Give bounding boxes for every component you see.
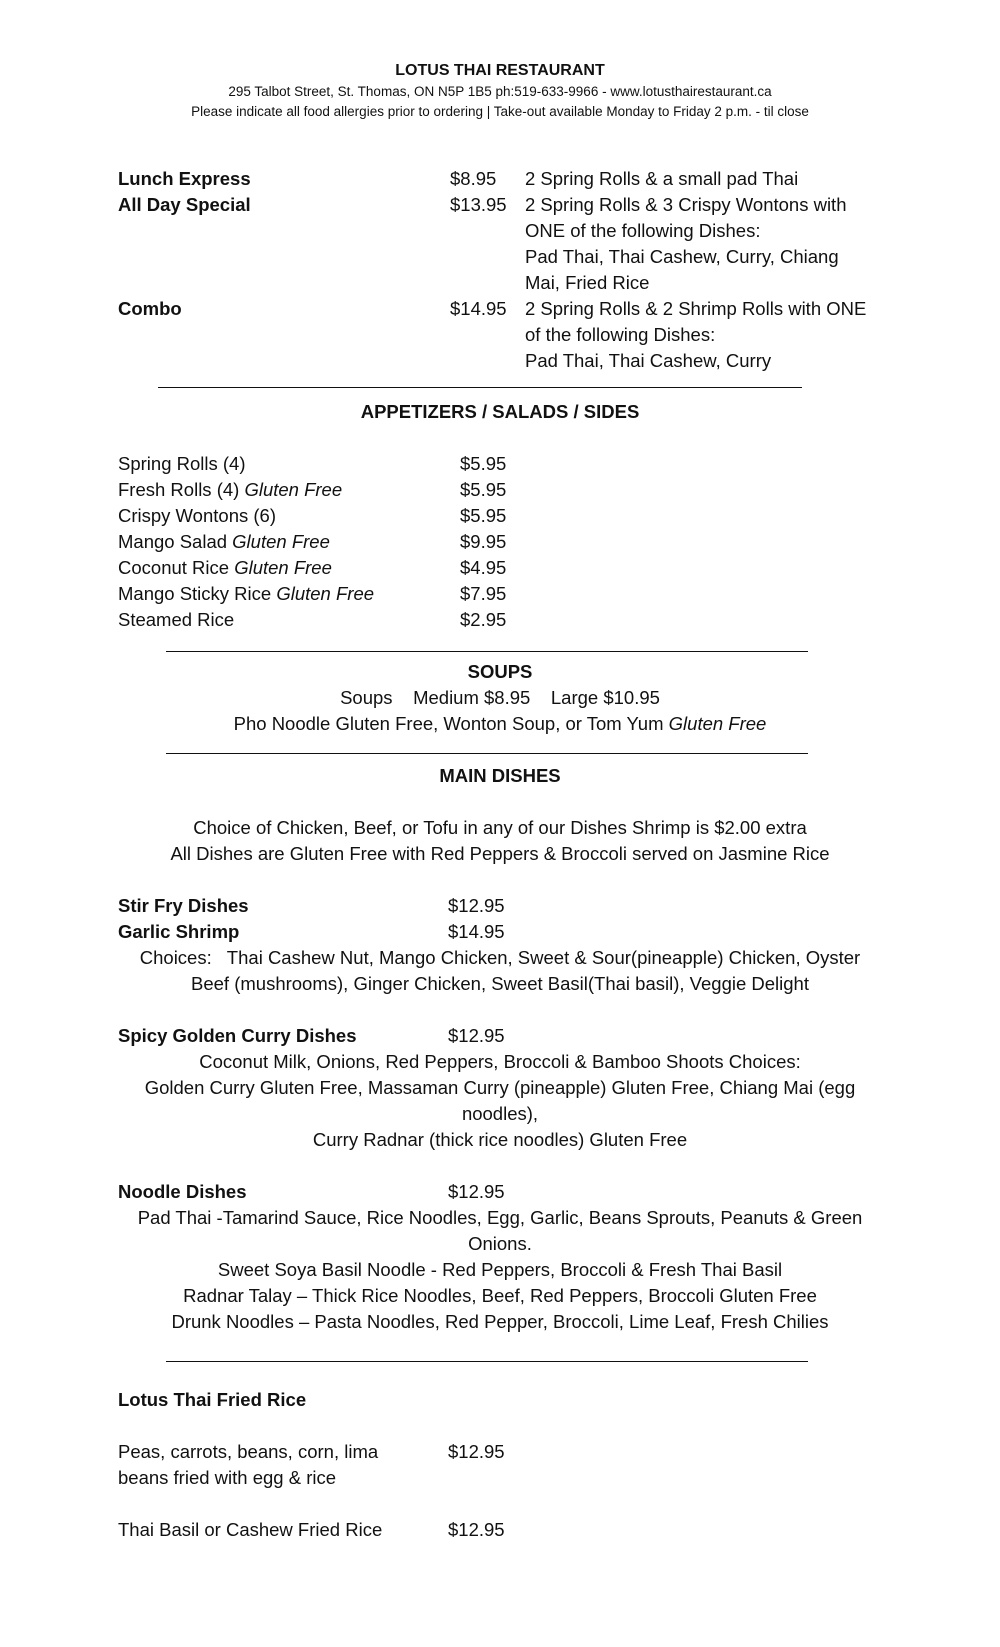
curry-description: Golden Curry Gluten Free, Massaman Curry (pineapple) Gluten Free, Chiang Mai (egg — [144, 1077, 856, 1098]
item-price: $5.95 — [460, 453, 507, 474]
fried-rice-item-desc — [118, 1439, 378, 1491]
divider — [166, 753, 808, 754]
description-line: ONE of the following Dishes: — [525, 220, 761, 241]
special-description — [525, 192, 885, 296]
noodle-description: Pad Thai -Tamarind Sauce, Rice Noodles, Egg, Garlic, Beans Sprouts, Peanuts & Green — [137, 1207, 863, 1228]
appetizers-heading: APPETIZERS / SALADS / SIDES — [360, 401, 640, 422]
main-intro-line: Choice of Chicken, Beef, or Tofu in any of our Dishes Shrimp is $2.00 extra — [193, 817, 807, 838]
item-name: Steamed Rice — [118, 609, 235, 630]
stir-fry-choices: Beef (mushrooms), Ginger Chicken, Sweet Basil(Thai basil), Veggie Delight — [191, 973, 809, 994]
item-name: Crispy Wontons (6) — [118, 505, 276, 526]
dish-name: Spicy Golden Curry Dishes — [118, 1025, 357, 1046]
special-description — [525, 296, 885, 374]
special-price: $8.95 — [450, 168, 497, 189]
dish-price: $14.95 — [448, 921, 505, 942]
item-price: $4.95 — [460, 557, 507, 578]
dish-price: $12.95 — [448, 1519, 505, 1540]
description-line: Pad Thai, Thai Cashew, Curry, Chiang — [525, 246, 839, 267]
divider — [158, 387, 802, 388]
noodle-description: Sweet Soya Basil Noodle - Red Peppers, Broccoli & Fresh Thai Basil — [217, 1259, 783, 1280]
item-name: Coconut Rice Gluten Free — [118, 557, 332, 578]
description-line: 2 Spring Rolls & 3 Crispy Wontons with — [525, 194, 847, 215]
dish-name: Thai Basil or Cashew Fried Rice — [118, 1519, 383, 1540]
allergy-notice: Please indicate all food allergies prior to ordering | Take-out available Monday to Friday 2 p.m. - til close — [191, 104, 809, 119]
dish-price: $12.95 — [448, 1441, 505, 1462]
dish-name: Garlic Shrimp — [118, 921, 240, 942]
description-line: Pad Thai, Thai Cashew, Curry — [525, 350, 772, 371]
soup-options: Pho Noodle Gluten Free, Wonton Soup, or Tom Yum Gluten Free — [233, 713, 767, 734]
special-description — [525, 166, 885, 192]
item-name: Mango Sticky Rice Gluten Free — [118, 583, 375, 604]
dish-price: $12.95 — [448, 1025, 505, 1046]
address-line: 295 Talbot Street, St. Thomas, ON N5P 1B5 ph:519-633-9966 - www.lotusthairestaurant.ca — [228, 84, 772, 99]
dish-price: $12.95 — [448, 895, 505, 916]
item-price: $5.95 — [460, 479, 507, 500]
item-price: $2.95 — [460, 609, 507, 630]
divider — [166, 1361, 808, 1362]
description-line: Mai, Fried Rice — [525, 272, 650, 293]
dish-price: $12.95 — [448, 1181, 505, 1202]
dish-name: Noodle Dishes — [118, 1181, 247, 1202]
description-line: 2 Spring Rolls & a small pad Thai — [525, 168, 799, 189]
curry-description: Curry Radnar (thick rice noodles) Gluten Free — [312, 1129, 688, 1150]
main-dishes-heading: MAIN DISHES — [439, 765, 561, 786]
noodle-description: Radnar Talay – Thick Rice Noodles, Beef, Red Peppers, Broccoli Gluten Free — [183, 1285, 817, 1306]
item-price: $9.95 — [460, 531, 507, 552]
stir-fry-choices: Choices: Thai Cashew Nut, Mango Chicken, Sweet & Sour(pineapple) Chicken, Oyster — [139, 947, 861, 968]
curry-description: noodles), — [461, 1103, 539, 1124]
divider — [166, 651, 808, 652]
description-line: beans fried with egg & rice — [118, 1467, 337, 1488]
main-intro-line: All Dishes are Gluten Free with Red Peppers & Broccoli served on Jasmine Rice — [170, 843, 830, 864]
item-name: Mango Salad Gluten Free — [118, 531, 330, 552]
item-name: Spring Rolls (4) — [118, 453, 246, 474]
special-name: Combo — [118, 298, 182, 319]
noodle-description: Drunk Noodles – Pasta Noodles, Red Pepper, Broccoli, Lime Leaf, Fresh Chilies — [171, 1311, 829, 1332]
soups-heading: SOUPS — [467, 661, 533, 682]
dish-name: Stir Fry Dishes — [118, 895, 249, 916]
item-price: $7.95 — [460, 583, 507, 604]
special-name: All Day Special — [118, 194, 251, 215]
item-name: Fresh Rolls (4) Gluten Free — [118, 479, 343, 500]
special-price: $13.95 — [450, 194, 507, 215]
curry-description: Coconut Milk, Onions, Red Peppers, Broccoli & Bamboo Shoots Choices: — [199, 1051, 801, 1072]
soup-sizes: Soups Medium $8.95 Large $10.95 — [340, 687, 660, 708]
noodle-description: Onions. — [468, 1233, 532, 1254]
fried-rice-heading: Lotus Thai Fried Rice — [118, 1389, 307, 1410]
special-name: Lunch Express — [118, 168, 251, 189]
special-price: $14.95 — [450, 298, 507, 319]
item-price: $5.95 — [460, 505, 507, 526]
description-line: Peas, carrots, beans, corn, lima — [118, 1441, 379, 1462]
description-line: 2 Spring Rolls & 2 Shrimp Rolls with ONE — [525, 298, 867, 319]
description-line: of the following Dishes: — [525, 324, 716, 345]
restaurant-name: LOTUS THAI RESTAURANT — [395, 62, 605, 79]
